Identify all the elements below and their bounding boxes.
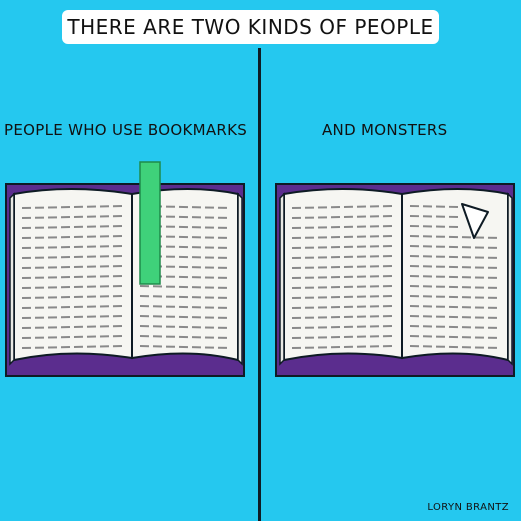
artist-signature: LORYN BRANTZ	[427, 502, 509, 513]
right-page-stack	[402, 189, 508, 360]
bookmark	[140, 162, 160, 284]
left-page-stack	[284, 189, 402, 360]
left-page-stack	[14, 189, 132, 360]
left-page-edge	[280, 194, 284, 364]
comic-title: THERE ARE TWO KINDS OF PEOPLE	[67, 15, 434, 39]
left-panel-caption: PEOPLE WHO USE BOOKMARKS	[4, 121, 248, 139]
title-banner	[62, 10, 439, 44]
right-panel-caption: AND MONSTERS	[322, 121, 448, 139]
right-page-edge	[238, 194, 242, 364]
left-page-edge	[10, 194, 14, 364]
right-panel-book-illustration	[262, 150, 520, 410]
left-panel-book-illustration	[0, 150, 258, 410]
panel-divider	[258, 48, 261, 521]
right-page-edge	[508, 194, 512, 364]
